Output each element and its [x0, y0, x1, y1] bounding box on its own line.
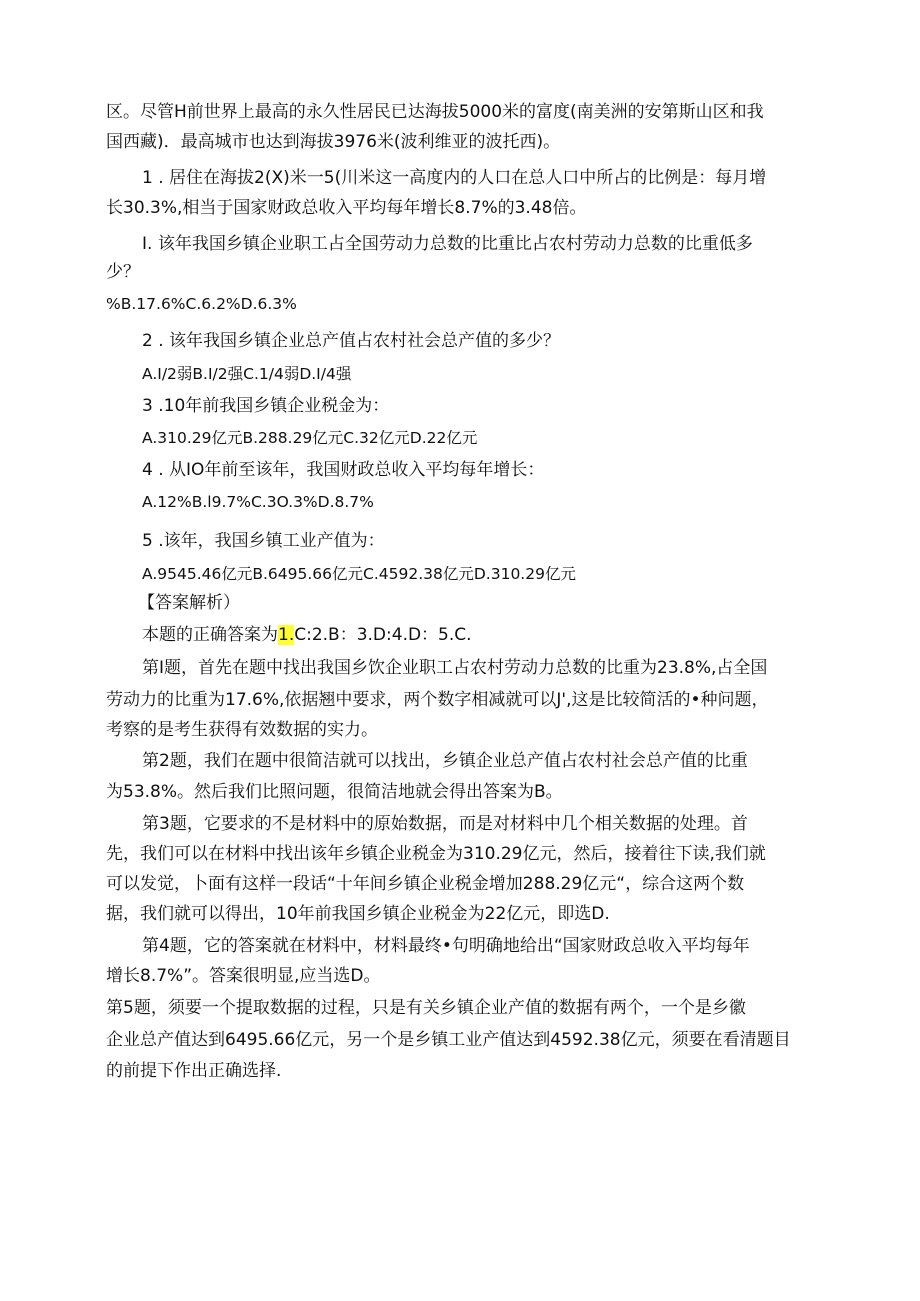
- question-1-line-1: I. 该年我国乡镇企业职工占全国劳动力总数的比重比占农村劳动力总数的比重低多: [142, 234, 753, 254]
- correct-answer-line: [142, 621, 472, 649]
- correct-answer-prefix: 本题的正确答案为: [142, 625, 278, 645]
- explanation-4-line-1: 第4题，它的答案就在材料中，材料最终•句明确地给出“国家财政总收入平均每年: [142, 936, 750, 956]
- intro-line-4: 长30.3%,相当于国家财政总收入平均每年增长8.7%的3.48倍。: [106, 198, 587, 218]
- intro-line-1: 区。尽管H前世界上最高的永久性居民已达海拔5000米的富度(南美洲的安第斯山区和我: [106, 102, 764, 122]
- explanation-5-line-2: 企业总产值达到6495.66亿元，另一个是乡镇工业产值达到4592.38亿元，须要在看清题目: [106, 1030, 791, 1050]
- intro-line-3: 1 . 居住在海拔2(X)米一5(川米这一高度内的人口在总人口中所占的比例是：每月增: [142, 168, 767, 188]
- explanation-3-line-3: 可以发觉，卜面有这样一段话“十年间乡镇企业税金增加288.29亿元“，综合这两个数: [106, 874, 745, 894]
- question-3-options: A.310.29亿元B.288.29亿元C.32亿元D.22亿元: [142, 429, 478, 447]
- question-1-options: %B.17.6%C.6.2%D.6.3%: [106, 295, 297, 313]
- answer-heading: 【答案解析）: [138, 593, 240, 613]
- question-2-options: A.I/2弱B.I/2强C.1/4弱D.I/4强: [142, 365, 352, 383]
- question-2: 2 . 该年我国乡镇企业总产值占农村社会总产值的多少？: [142, 331, 561, 351]
- explanation-3-line-2: 先，我们可以在材料中找出该年乡镇企业税金为310.29亿元，然后，接着往下读,我们就: [106, 844, 766, 864]
- question-4-options: A.12%B.l9.7%C.3O.3%D.8.7%: [142, 493, 374, 511]
- question-3: 3 .10年前我国乡镇企业税金为：: [142, 396, 390, 416]
- question-5-options: A.9545.46亿元B.6495.66亿元C.4592.38亿元D.310.29亿元: [142, 565, 576, 583]
- explanation-2-line-2: 为53.8%。然后我们比照问题，很简洁地就会得出答案为B。: [106, 782, 563, 802]
- correct-answer-rest: C:2.B：3.D:4.D：5.C.: [294, 625, 472, 645]
- explanation-1-line-1: 第I题，首先在题中找出我国乡饮企业职工占农村劳动力总数的比重为23.8%,占全国: [142, 658, 768, 678]
- explanation-3-line-4: 据，我们就可以得出，10年前我国乡镇企业税金为22亿元，即选D.: [106, 904, 610, 924]
- explanation-1-line-2: 劳动力的比重为17.6%,依据翘中要求，两个数字相减就可以J',这是比较简活的•种问题，: [106, 690, 769, 710]
- explanation-3-line-1: 第3题，它要求的不是材料中的原始数据，而是对材料中几个相关数据的处理。首: [142, 814, 748, 834]
- highlighted-answer-number: 1.: [278, 625, 295, 645]
- question-1-line-2: 少？: [106, 262, 140, 282]
- explanation-1-line-3: 考察的是考生获得有效数据的实力。: [106, 720, 378, 740]
- question-5: 5 .该年，我国乡镇工业产值为：: [142, 531, 385, 551]
- explanation-5-line-1: 第5题，须要一个提取数据的过程，只是有关乡镇企业产值的数据有两个，一个是乡徽: [106, 998, 746, 1018]
- intro-line-2: 国西藏)．最高城市也达到海拔3976米(波利维亚的波托西)。: [106, 132, 561, 152]
- explanation-4-line-2: 增长8.7%”。答案很明显,应当选D。: [106, 966, 381, 986]
- explanation-2-line-1: 第2题，我们在题中很简洁就可以找出，乡镇企业总产值占农村社会总产值的比重: [142, 751, 748, 771]
- question-4: 4 . 从IO年前至该年，我国财政总收入平均每年增长：: [142, 460, 545, 480]
- explanation-5-line-3: 的前提下作出正确选择.: [106, 1061, 282, 1081]
